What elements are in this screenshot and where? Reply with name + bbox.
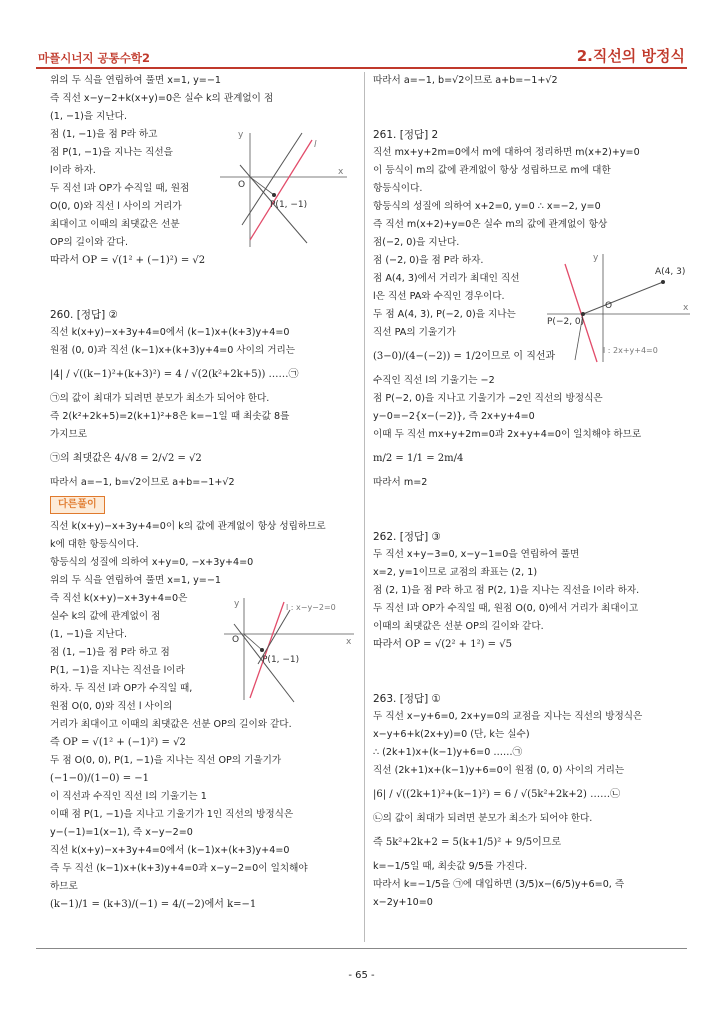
text-line: l이라 하자. (50, 165, 96, 176)
column-divider (364, 72, 365, 942)
text-line: 이때의 최댓값은 선분 OP의 길이와 같다. (373, 621, 544, 632)
text-line: 항등식이다. (373, 183, 423, 194)
text-line: ㉡의 값이 최대가 되려면 분모가 최소가 되어야 한다. (373, 813, 593, 824)
alt-solution-badge: 다른풀이 (50, 496, 105, 514)
line-aux (242, 133, 302, 225)
text-line: 직선 k(x+y)−x+3y+4=0이 k의 값에 관계없이 항상 성립하므로 (50, 521, 326, 532)
text-line: 직선 PA의 기울기가 (373, 327, 456, 338)
footer-rule (36, 948, 687, 949)
text-line: 점 (1, −1)을 점 P라 하고 점 (50, 647, 170, 658)
text-line: 두 직선 x+y−3=0, x−y−1=0을 연립하여 풀면 (373, 549, 580, 560)
text-line: ㉠의 값이 최대가 되려면 분모가 최소가 되어야 한다. (50, 393, 270, 404)
segment-op (244, 634, 262, 650)
text-line: 항등식의 성질에 의하여 x+2=0, y=0 ∴ x=−2, y=0 (373, 201, 601, 212)
text-line: 하므로 (50, 881, 78, 892)
point-p (581, 312, 585, 316)
text-line: 직선 k(x+y)−x+3y+4=0에서 (k−1)x+(k+3)y+4=0 (50, 327, 290, 338)
text-line: y−(−1)=1(x−1), 즉 x−y−2=0 (50, 827, 193, 838)
text-line: 직선 mx+y+2m=0에서 m에 대하여 정리하면 m(x+2)+y=0 (373, 147, 640, 158)
text-line: 따라서 m=2 (373, 477, 428, 488)
point-a (661, 280, 665, 284)
text-line: 두 직선 x−y+6=0, 2x+y=0의 교점을 지나는 직선의 방정식은 (373, 711, 643, 722)
q262-title: 262. [정답] ③ (373, 531, 441, 543)
text-line: 하자. 두 직선 l과 OP가 수직일 때, (50, 683, 193, 694)
text-line: 두 점 O(0, 0), P(1, −1)을 지나는 직선 OP의 기울기가 (50, 755, 282, 766)
text-line: 점 (2, 1)을 점 P라 하고 점 P(2, 1)을 지나는 직선을 l이라 하자. (373, 585, 640, 596)
text-line: (1, −1)을 지난다. (50, 629, 128, 640)
text-line: 두 점 A(4, 3), P(−2, 0)을 지나는 (373, 309, 516, 320)
point-p-label: P(1, −1) (270, 200, 308, 210)
text-line: 따라서 a=−1, b=√2이므로 a+b=−1+√2 (50, 477, 235, 488)
text-line: 점 A(4, 3)에서 거리가 최대인 직선 (373, 273, 520, 284)
math-line: |4| / √((k−1)²+(k+3)²) = 4 / √(2(k²+2k+5)) ……㉠ (50, 369, 299, 380)
header-chapter: 2.직선의 방정식 (576, 47, 685, 65)
line-l (250, 602, 284, 698)
text-line: 점 (−2, 0)을 점 P라 하자. (373, 255, 484, 266)
origin-label: O (238, 180, 246, 190)
line-l (565, 264, 597, 362)
figure-2-graph (545, 250, 695, 365)
text-line: x−y+6+k(2x+y)=0 (단, k는 실수) (373, 729, 530, 740)
math-line: 따라서 OP = √(1² + (−1)²) = √2 (50, 255, 206, 266)
q260-title: 260. [정답] ② (50, 309, 118, 321)
page-number: - 65 - (348, 970, 375, 981)
math-line: |6| / √((2k+1)²+(k−1)²) = 6 / √(5k²+2k+2) ……㉡ (373, 789, 621, 800)
header-book: 마플시너지 공통수학2 (38, 51, 150, 65)
text-line: 이때 두 직선 mx+y+2m=0과 2x+y+4=0이 일치해야 하므로 (373, 429, 642, 440)
text-line: 즉 2(k²+2k+5)=2(k+1)²+8은 k=−1일 때 최솟값 8를 (50, 411, 290, 422)
point-a-label: A(4, 3) (655, 267, 686, 277)
text-line: 점 P(−2, 0)을 지나고 기울기가 −2인 직선의 방정식은 (373, 393, 603, 404)
right-column (373, 72, 678, 912)
figure-1-graph (212, 125, 352, 250)
text-line: 이 등식이 m의 값에 관계없이 항상 성립하므로 m에 대한 (373, 165, 611, 176)
text-line: ∴ (2k+1)x+(k−1)y+6=0 ……㉠ (373, 747, 523, 758)
point-p-label: P(−2, 0) (547, 317, 585, 327)
math-line: 즉 5k²+2k+2 = 5(k+1/5)² + 9/5이므로 (373, 837, 562, 848)
text-line: 점(−2, 0)을 지난다. (373, 237, 460, 248)
text-line: k=−1/5일 때, 최솟값 9/5를 가진다. (373, 861, 528, 872)
text-line: 즉 두 직선 (k−1)x+(k+3)y+4=0과 x−y−2=0이 일치해야 (50, 863, 308, 874)
text-line: 최대이고 이때의 최댓값은 선분 (50, 219, 180, 230)
text-line: 즉 직선 k(x+y)−x+3y+4=0은 (50, 593, 188, 604)
text-line: x=2, y=1이므로 교점의 좌표는 (2, 1) (373, 567, 538, 578)
math-line: 따라서 OP = √(2² + 1²) = √5 (373, 639, 512, 650)
text-line: 따라서 k=−1/5을 ㉠에 대입하면 (3/5)x−(6/5)y+6=0, 즉 (373, 879, 625, 890)
text-line: 즉 직선 m(x+2)+y=0은 실수 m의 값에 관계없이 항상 (373, 219, 608, 230)
point-p (272, 193, 276, 197)
text-line: 원점 O(0, 0)와 직선 l 사이의 (50, 701, 173, 712)
text-line: OP의 길이와 같다. (50, 237, 129, 248)
line-l (250, 140, 312, 240)
text-line: 위의 두 식을 연립하여 풀면 x=1, y=−1 (50, 75, 221, 86)
math-line: (k−1)/1 = (k+3)/(−1) = 4/(−2)에서 k=−1 (50, 899, 257, 910)
text-line: (1, −1)을 지난다. (50, 111, 128, 122)
text-line: 실수 k의 값에 관계없이 점 (50, 611, 161, 622)
text-line: 거리가 최대이고 이때의 최댓값은 선분 OP의 길이와 같다. (50, 719, 292, 730)
text-line: 점 P(1, −1)을 지나는 직선을 (50, 147, 173, 158)
text-line: 항등식의 성질에 의하여 x+y=0, −x+3y+4=0 (50, 557, 254, 568)
q263-title: 263. [정답] ① (373, 693, 441, 705)
line-l-label: l (314, 140, 317, 150)
text-line: 직선 k(x+y)−x+3y+4=0에서 (k−1)x+(k+3)y+4=0 (50, 845, 290, 856)
text-line: 원점 (0, 0)과 직선 (k−1)x+(k+3)y+4=0 사이의 거리는 (50, 345, 296, 356)
text-line: l은 직선 PA와 수직인 경우이다. (373, 291, 505, 302)
origin-label: O (605, 301, 613, 311)
origin-label: O (232, 635, 240, 645)
text-line: 즉 직선 x−y−2+k(x+y)=0은 실수 k의 관계없이 점 (50, 93, 274, 104)
text-line: O(0, 0)와 직선 l 사이의 거리가 (50, 201, 182, 212)
text-line: 두 직선 l과 OP가 수직일 때, 원점 (50, 183, 190, 194)
text-line: 점 (1, −1)을 점 P라 하고 (50, 129, 158, 140)
text-line: 직선 (2k+1)x+(k−1)y+6=0이 원점 (0, 0) 사이의 거리는 (373, 765, 625, 776)
point-p-label: P(1, −1) (262, 655, 300, 665)
header-rule (36, 67, 687, 69)
figure-3-graph (222, 594, 360, 704)
math-line: m/2 = 1/1 = 2m/4 (373, 453, 464, 464)
y-label: y (234, 599, 240, 609)
text-line: P(1, −1)을 지나는 직선을 l이라 (50, 665, 185, 676)
text-line: y−0=−2{x−(−2)}, 즉 2x+y+4=0 (373, 411, 535, 422)
y-label: y (238, 130, 244, 140)
math-line: 즉 OP = √(1² + (−1)²) = √2 (50, 737, 186, 748)
x-label: x (338, 167, 344, 177)
y-label: y (593, 253, 599, 263)
point-p (260, 648, 264, 652)
text-line: 가지므로 (50, 429, 88, 440)
line-pa (583, 282, 663, 314)
text-line: 두 직선 l과 OP가 수직일 때, 원점 O(0, 0)에서 거리가 최대이고 (373, 603, 639, 614)
x-label: x (683, 303, 689, 313)
line-l-label: l : x−y−2=0 (286, 603, 336, 612)
math-line: (3−0)/(4−(−2)) = 1/2이므로 이 직선과 (373, 351, 556, 362)
text-line: 따라서 a=−1, b=√2이므로 a+b=−1+√2 (373, 75, 558, 86)
text-line: 위의 두 식을 연립하여 풀면 x=1, y=−1 (50, 575, 221, 586)
line-l-label: l : 2x+y+4=0 (603, 346, 658, 355)
text-line: 이 직선과 수직인 직선 l의 기울기는 1 (50, 791, 207, 802)
segment-op (250, 177, 274, 195)
math-line: (−1−0)/(1−0) = −1 (50, 773, 150, 784)
math-line: ㉠의 최댓값은 4/√8 = 2/√2 = √2 (50, 453, 202, 464)
text-line: 수직인 직선 l의 기울기는 −2 (373, 375, 495, 386)
text-line: 이때 점 P(1, −1)을 지나고 기울기가 1인 직선의 방정식은 (50, 809, 294, 820)
q261-title: 261. [정답] 2 (373, 129, 439, 141)
text-line: k에 대한 항등식이다. (50, 539, 139, 550)
text-line: x−2y+10=0 (373, 897, 433, 908)
x-label: x (346, 637, 352, 647)
